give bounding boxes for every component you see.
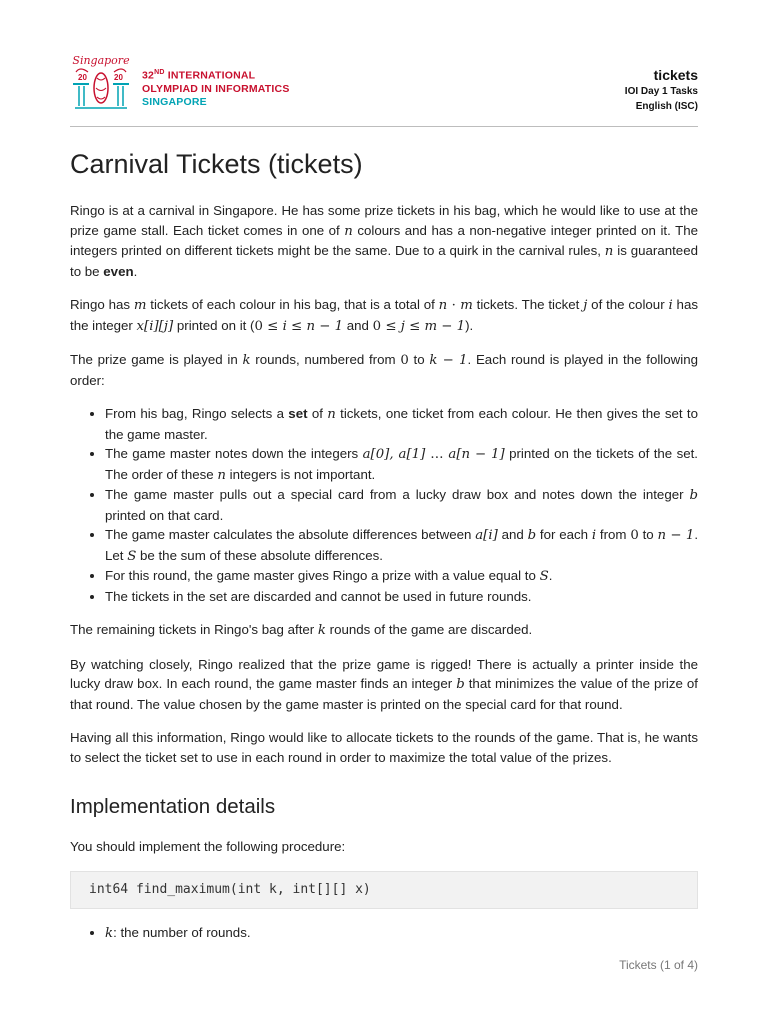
list-item: • The game master pulls out a special card from a lucky draw box and notes down the integer b printed on that card. [105, 485, 698, 525]
task-day: IOI Day 1 Tasks [624, 86, 698, 97]
olympiad-ordinal-suffix: ND [154, 69, 165, 76]
parameter-list [70, 923, 698, 944]
ioi-2020-logo [70, 52, 132, 114]
intro-paragraph: Ringo is at a carnival in Singapore. He has some prize tickets in his bag, which he would like to use at the prize game stall. Each ticket comes in one of n colours and has a non-negative integer printed on it. The integers printed on different tickets might be the same. Due to a quirk in the carnival rules, n is guaranteed to be even. [70, 203, 698, 279]
task-language: English (ISC) [635, 101, 698, 112]
remaining-tickets-paragraph: The remaining tickets in Ringo's bag after k rounds of the game are discarded. [70, 622, 533, 638]
rounds-paragraph: The prize game is played in k rounds, numbered from 0 to k − 1. Each round is played in the following order: [70, 352, 698, 388]
statement-body [70, 146, 698, 943]
page-title: Carnival Tickets (tickets) [70, 149, 363, 179]
page-header [70, 48, 698, 127]
logo-year-right: 20 [114, 73, 123, 82]
olympiad-line1: INTERNATIONAL [164, 69, 256, 82]
round-steps-list [70, 404, 698, 606]
tickets-paragraph: Ringo has m tickets of each colour in his bag, that is a total of n · m tickets. The ticket j of the colour i has the integer x[i][j] printed on it (0 ≤ i ≤ n − 1 and 0 ≤ j ≤ m − 1). [70, 297, 698, 334]
logo-year-left: 20 [78, 73, 87, 82]
implementation-heading: Implementation details [70, 795, 276, 818]
list-item: • The game master notes down the integers a[0], a[1] … a[n − 1] printed on the tickets of the set. The order of these n integers is not important. [105, 444, 698, 485]
olympiad-name [142, 66, 290, 109]
procedure-signature: int64 find_maximum(int k, int[][] x) [70, 871, 698, 909]
implementation-intro: You should implement the following procedure: [70, 839, 346, 854]
page-footer: Tickets (1 of 4) [619, 958, 698, 972]
logo-wordmark: Singapore [72, 54, 130, 67]
olympiad-host: SINGAPORE [142, 95, 207, 108]
list-item: • The tickets in the set are discarded and cannot be used in future rounds. [105, 587, 698, 607]
task-name: tickets [653, 67, 698, 83]
rigged-game-paragraph: By watching closely, Ringo realized that the prize game is rigged! There is actually a printer inside the lucky draw box. In each round, the game master finds an integer b that minimizes the value of the prize of that round. The value chosen by the game master is printed on the special card for that round. [70, 656, 699, 712]
goal-paragraph: Having all this information, Ringo would like to allocate tickets to the rounds of the game. That is, he wants to select the ticket set to use in each round in order to maximize the total value of the prizes. [70, 730, 698, 765]
olympiad-ordinal: 32 [142, 69, 155, 82]
list-item: • From his bag, Ringo selects a set of n tickets, one ticket from each colour. He then gives the set to the game master. [105, 404, 698, 444]
list-item: • k: the number of rounds. [105, 923, 698, 944]
list-item: • The game master calculates the absolute differences between a[i] and b for each i from 0 to n − 1. Let S be the sum of these absolute differences. [105, 525, 698, 566]
task-header [625, 66, 698, 114]
olympiad-line2: OLYMPIAD IN INFORMATICS [142, 82, 290, 95]
list-item: • For this round, the game master gives Ringo a prize with a value equal to S. [105, 566, 698, 587]
